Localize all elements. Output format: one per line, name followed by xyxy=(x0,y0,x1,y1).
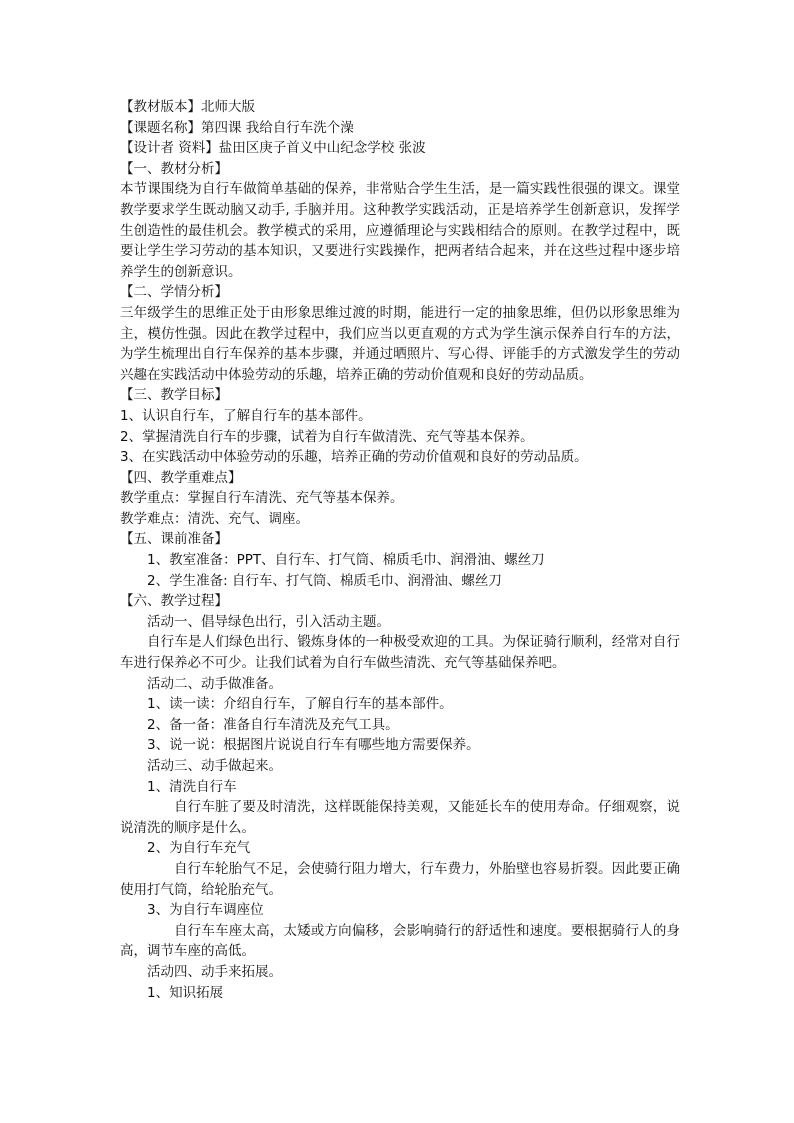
preparation-item: 1、教室准备：PPT、自行车、打气筒、棉质毛巾、润滑油、螺丝刀 xyxy=(147,552,545,569)
activity-1-body: 自行车是人们绿色出行、锻炼身体的一种极受欢迎的工具。为保证骑行顺利，经常对自行车进行保养必不可少。让我们试着为自行车做些清洗、充气等基础保养吧。 xyxy=(120,634,680,672)
activity-2-item: 1、读一读：介绍自行车，了解自行车的基本部件。 xyxy=(147,696,453,713)
activity-4-item: 1、知识拓展 xyxy=(147,984,224,1001)
lesson-plan xyxy=(120,97,680,1003)
student-analysis-body: 三年级学生的思维正处于由形象思维过渡的时期，能进行一定的抽象思维，但仍以形象思维为主，模仿性强。因此在教学过程中，我们应当以更直观的方式为学生演示保养自行车的方法，为学生梳理出自行车保养的基本步骤，并通过晒照片、写心得、评能手的方式激发学生的劳动兴趣在实践活动中体验劳动的乐趣，培养正确的劳动价值观和良好的劳动品质。 xyxy=(120,304,680,383)
designer-info: 【设计者 资料】盐田区庚子首义中山纪念学校 张波 xyxy=(120,140,426,157)
section-heading-student-analysis: 【二、学情分析】 xyxy=(120,284,228,301)
step-1-title: 1、清洗自行车 xyxy=(147,778,237,795)
section-heading-key-points: 【四、教学重难点】 xyxy=(120,469,242,486)
lesson-title: 【课题名称】第四课 我给自行车洗个澡 xyxy=(120,119,354,136)
objective-item: 2、掌握清洗自行车的步骤，试着为自行车做清洗、充气等基本保养。 xyxy=(120,428,534,445)
step-2-title: 2、为自行车充气 xyxy=(147,840,251,857)
activity-3-title: 活动三、动手做起来。 xyxy=(147,758,282,774)
step-2-body: 自行车轮胎气不足，会使骑行阻力增大，行车费力，外胎壁也容易折裂。因此要正确使用打气筒，给轮胎充气。 xyxy=(120,860,680,898)
step-1-body: 自行车脏了要及时清洗，这样既能保持美观，又能延长车的使用寿命。仔细观察，说说清洗的顺序是什么。 xyxy=(120,799,680,836)
textbook-edition: 【教材版本】北师大版 xyxy=(120,99,255,115)
activity-2-item: 3、说一说：根据图片说说自行车有哪些地方需要保养。 xyxy=(147,737,480,754)
activity-2-title: 活动二、动手做准备。 xyxy=(147,675,282,692)
section-heading-preparation: 【五、课前准备】 xyxy=(120,531,228,548)
key-point: 教学重点：掌握自行车清洗、充气等基本保养。 xyxy=(120,490,404,507)
section-heading-objectives: 【三、教学目标】 xyxy=(120,387,228,404)
section-heading-textbook-analysis: 【一、教材分析】 xyxy=(120,160,228,177)
activity-1-title: 活动一、倡导绿色出行，引入活动主题。 xyxy=(147,613,390,630)
difficult-point: 教学难点：清洗、充气、调座。 xyxy=(120,510,309,527)
activity-4-title: 活动四、动手来拓展。 xyxy=(147,963,282,980)
step-3-body: 自行车车座太高，太矮或方向偏移，会影响骑行的舒适性和速度。要根据骑行人的身高，调节车座的高低。 xyxy=(120,922,680,960)
section-heading-process: 【六、教学过程】 xyxy=(120,593,228,610)
preparation-item: 2、学生准备: 自行车、打气筒、棉质毛巾、润滑油、螺丝刀 xyxy=(147,572,502,589)
objective-item: 1、认识自行车，了解自行车的基本部件。 xyxy=(120,407,372,424)
activity-2-item: 2、备一备：准备自行车清洗及充气工具。 xyxy=(147,716,399,733)
textbook-analysis-body: 本节课围绕为自行车做简单基础的保养，非常贴合学生生活，是一篇实践性很强的课文。课堂教学要求学生既动脑又动手, 手脑并用。这种教学实践活动，正是培养学生创新意识，发挥学生创造性的最佳机会。教学模式的采用，应遵循理论与实践相结合的原则。在教学过程中，既要让学生学习劳动的基本知识，又要进行实践操作，把两者结合起来，并在这些过程中逐步培养学生的创新意识。 xyxy=(120,181,680,280)
objective-item: 3、在实践活动中体验劳动的乐趣，培养正确的劳动价值观和良好的劳动品质。 xyxy=(120,449,588,466)
step-3-title: 3、为自行车调座位 xyxy=(147,902,264,919)
